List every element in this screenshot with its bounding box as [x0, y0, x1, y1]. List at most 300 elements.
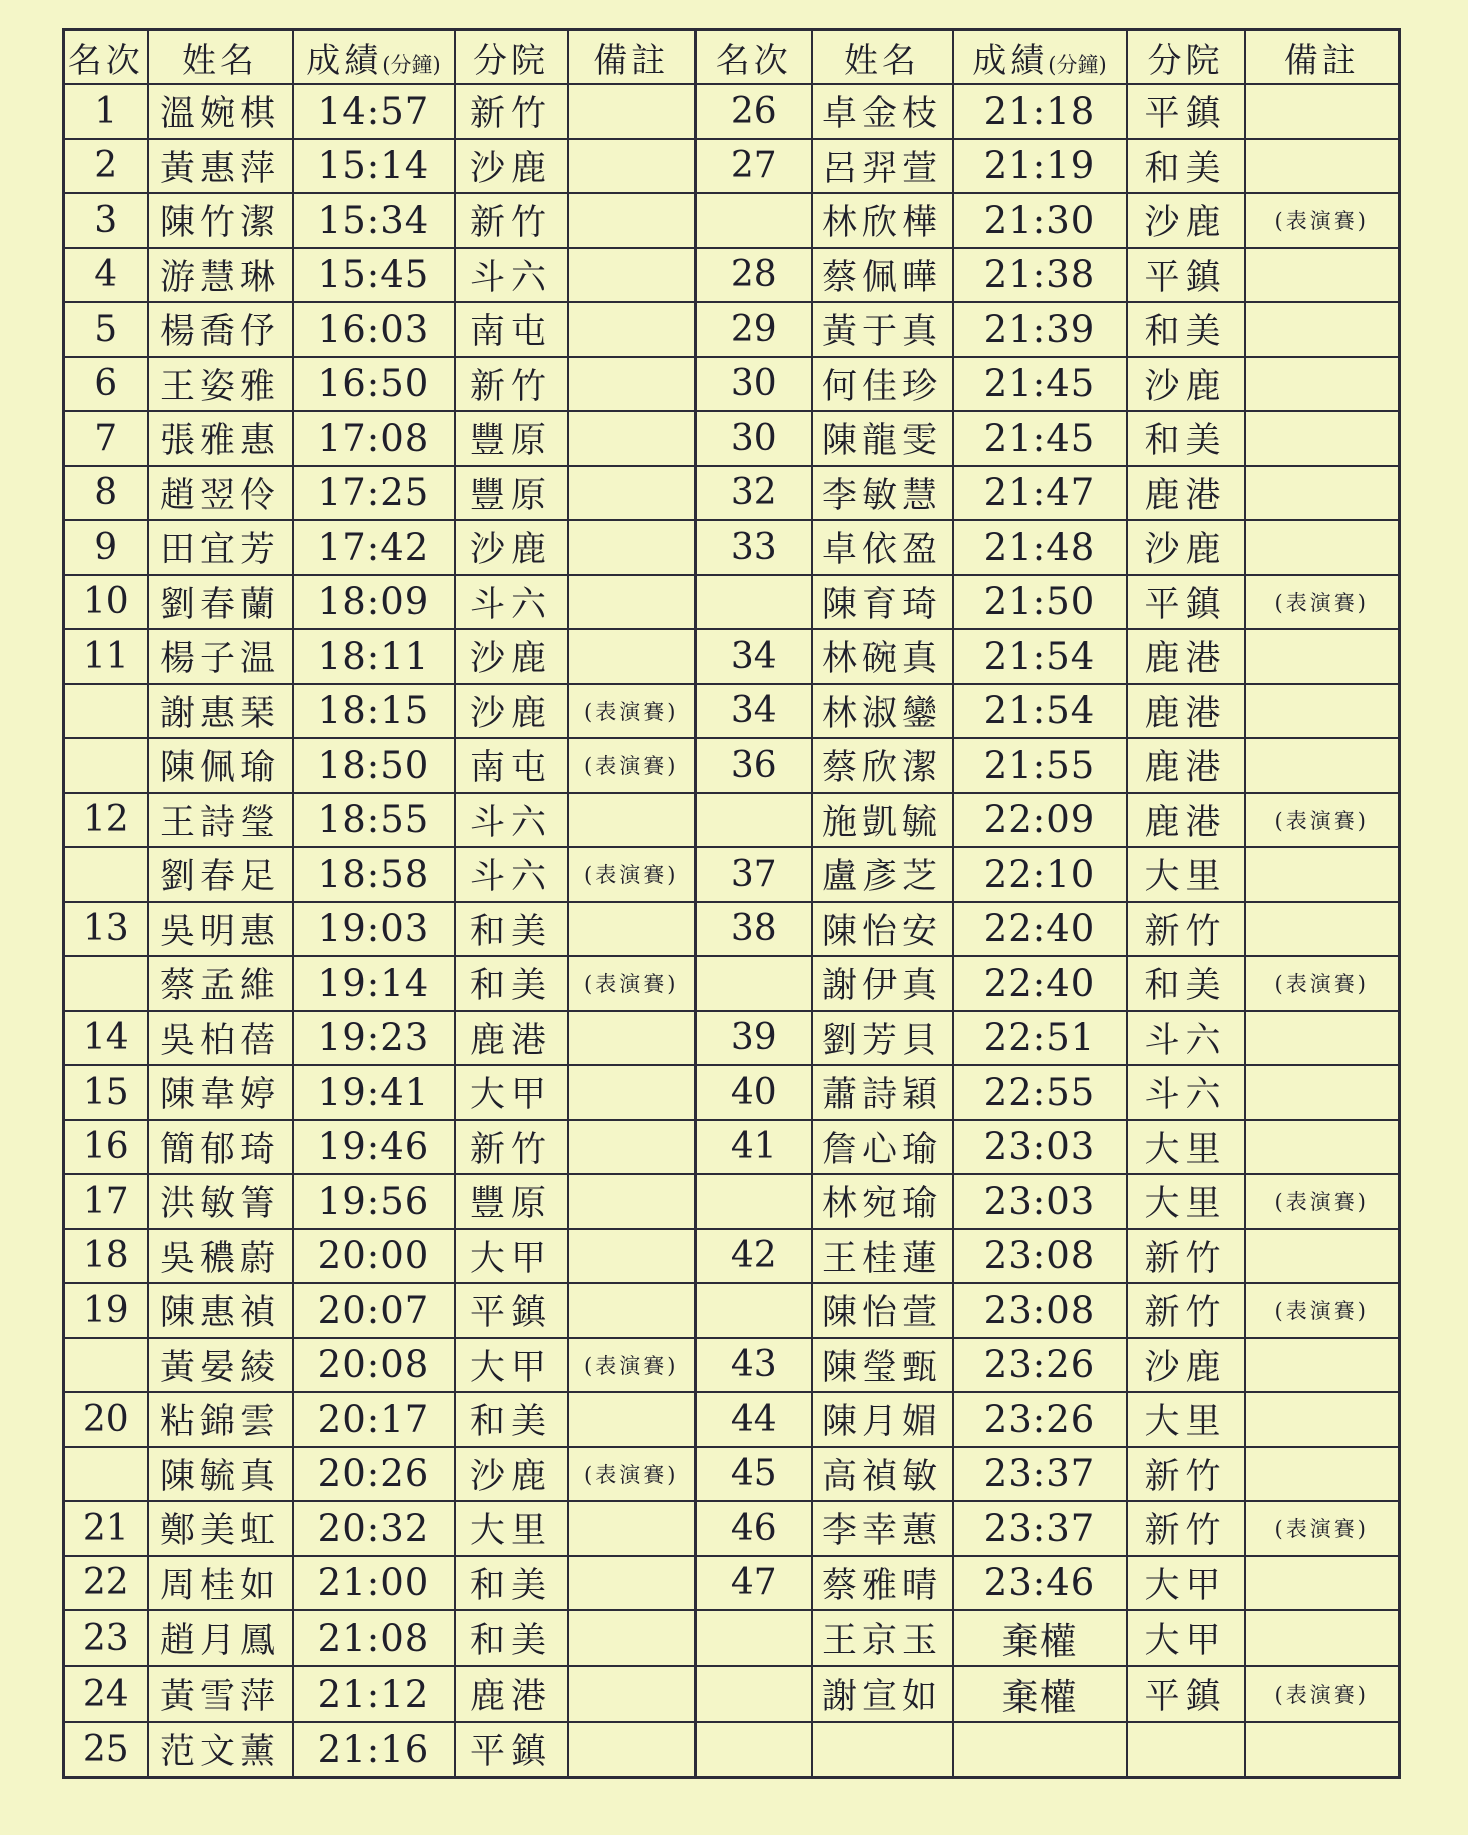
header-time-label: 成績 [972, 40, 1049, 81]
branch-cell: 新竹 [455, 357, 568, 412]
time-cell: 21:48 [953, 520, 1127, 575]
note-cell [1245, 248, 1400, 303]
name-cell: 游慧琳 [148, 248, 293, 303]
branch-cell: 平鎮 [1127, 1666, 1245, 1722]
rank-cell: 21 [64, 1501, 148, 1556]
name-cell: 王詩瑩 [148, 793, 293, 848]
time-cell: 棄權 [953, 1666, 1127, 1722]
note-cell [568, 1722, 696, 1777]
note-cell: (表演賽) [568, 1338, 696, 1393]
name-cell: 粘錦雲 [148, 1392, 293, 1447]
name-cell: 陳怡安 [812, 902, 953, 957]
name-cell: 趙翌伶 [148, 466, 293, 521]
note-cell [568, 411, 696, 466]
branch-cell: 平鎮 [1127, 575, 1245, 630]
branch-cell: 新竹 [1127, 1283, 1245, 1338]
branch-cell: 新竹 [455, 84, 568, 139]
table-row [64, 629, 1400, 684]
note-cell: (表演賽) [1245, 193, 1400, 248]
note-cell [568, 1556, 696, 1611]
name-cell: 施凱毓 [812, 793, 953, 848]
rank-cell: 17 [64, 1174, 148, 1229]
name-cell: 趙月鳳 [148, 1610, 293, 1666]
note-cell: (表演賽) [568, 1447, 696, 1502]
name-cell: 蔡欣潔 [812, 738, 953, 793]
table-row [64, 575, 1400, 630]
time-cell: 16:50 [293, 357, 455, 412]
name-cell: 蕭詩穎 [812, 1065, 953, 1120]
name-cell: 陳佩瑜 [148, 738, 293, 793]
note-cell [1245, 1722, 1400, 1777]
rank-cell [696, 1174, 812, 1229]
time-cell: 14:57 [293, 84, 455, 139]
time-cell: 20:26 [293, 1447, 455, 1502]
time-cell: 22:40 [953, 902, 1127, 957]
time-cell: 21:38 [953, 248, 1127, 303]
name-cell: 楊子温 [148, 629, 293, 684]
branch-cell: 南屯 [455, 302, 568, 357]
name-cell: 陳韋婷 [148, 1065, 293, 1120]
time-cell: 18:55 [293, 793, 455, 848]
branch-cell: 沙鹿 [1127, 357, 1245, 412]
branch-cell: 大里 [1127, 1120, 1245, 1175]
note-cell [1245, 357, 1400, 412]
branch-cell: 鹿港 [1127, 629, 1245, 684]
header-note-left: 備註 [568, 30, 696, 85]
header-name-left: 姓名 [148, 30, 293, 85]
note-cell [568, 1065, 696, 1120]
header-rank-left: 名次 [64, 30, 148, 85]
rank-cell: 20 [64, 1392, 148, 1447]
header-branch-left: 分院 [455, 30, 568, 85]
note-cell [1245, 1011, 1400, 1066]
note-cell [568, 520, 696, 575]
table-row [64, 411, 1400, 466]
note-cell [1245, 466, 1400, 521]
note-cell: (表演賽) [1245, 1666, 1400, 1722]
note-cell [568, 1392, 696, 1447]
note-cell: (表演賽) [1245, 1174, 1400, 1229]
name-cell: 劉春蘭 [148, 575, 293, 630]
time-cell [953, 1722, 1127, 1777]
branch-cell: 豐原 [455, 466, 568, 521]
rank-cell: 46 [696, 1501, 812, 1556]
note-cell [1245, 902, 1400, 957]
branch-cell: 沙鹿 [455, 629, 568, 684]
time-cell: 21:19 [953, 139, 1127, 194]
rank-cell: 40 [696, 1065, 812, 1120]
rank-cell [696, 193, 812, 248]
rank-cell: 16 [64, 1120, 148, 1175]
time-cell: 21:47 [953, 466, 1127, 521]
rank-cell [64, 956, 148, 1011]
rank-cell: 6 [64, 357, 148, 412]
branch-cell: 和美 [1127, 139, 1245, 194]
rank-cell: 8 [64, 466, 148, 521]
rank-cell: 9 [64, 520, 148, 575]
rank-cell: 36 [696, 738, 812, 793]
rank-cell: 22 [64, 1556, 148, 1611]
rank-cell: 27 [696, 139, 812, 194]
branch-cell: 和美 [1127, 411, 1245, 466]
name-cell: 簡郁琦 [148, 1120, 293, 1175]
branch-cell: 大甲 [1127, 1556, 1245, 1611]
branch-cell: 大里 [1127, 1392, 1245, 1447]
time-cell: 19:14 [293, 956, 455, 1011]
rank-cell: 38 [696, 902, 812, 957]
name-cell: 蔡佩曄 [812, 248, 953, 303]
table-row [64, 302, 1400, 357]
time-cell: 23:37 [953, 1501, 1127, 1556]
name-cell: 王姿雅 [148, 357, 293, 412]
name-cell: 范文薰 [148, 1722, 293, 1777]
time-cell: 16:03 [293, 302, 455, 357]
time-cell: 18:11 [293, 629, 455, 684]
note-cell [1245, 1338, 1400, 1393]
time-cell: 21:54 [953, 629, 1127, 684]
branch-cell: 鹿港 [455, 1011, 568, 1066]
note-cell [568, 357, 696, 412]
branch-cell: 大甲 [1127, 1610, 1245, 1666]
name-cell: 陳怡萱 [812, 1283, 953, 1338]
branch-cell: 平鎮 [1127, 248, 1245, 303]
name-cell: 陳育琦 [812, 575, 953, 630]
rank-cell: 25 [64, 1722, 148, 1777]
race-results-table [62, 28, 1401, 1779]
note-cell: (表演賽) [1245, 1501, 1400, 1556]
table-row [64, 902, 1400, 957]
table-row [64, 1722, 1400, 1777]
branch-cell: 新竹 [1127, 1447, 1245, 1502]
rank-cell: 30 [696, 357, 812, 412]
rank-cell [64, 1338, 148, 1393]
table-row [64, 847, 1400, 902]
branch-cell: 沙鹿 [455, 139, 568, 194]
table-row [64, 1283, 1400, 1338]
time-cell: 20:32 [293, 1501, 455, 1556]
header-row [64, 30, 1400, 85]
rank-cell: 23 [64, 1610, 148, 1666]
name-cell: 洪敏箐 [148, 1174, 293, 1229]
rank-cell: 7 [64, 411, 148, 466]
branch-cell: 和美 [1127, 302, 1245, 357]
name-cell: 鄭美虹 [148, 1501, 293, 1556]
name-cell: 陳毓真 [148, 1447, 293, 1502]
branch-cell: 沙鹿 [455, 520, 568, 575]
time-cell: 17:42 [293, 520, 455, 575]
time-cell: 20:08 [293, 1338, 455, 1393]
name-cell: 楊喬伃 [148, 302, 293, 357]
header-note-right: 備註 [1245, 30, 1400, 85]
time-cell: 棄權 [953, 1610, 1127, 1666]
table-row [64, 84, 1400, 139]
table-row [64, 1392, 1400, 1447]
header-time-right [953, 30, 1127, 85]
branch-cell: 鹿港 [455, 1666, 568, 1722]
time-cell: 23:37 [953, 1447, 1127, 1502]
branch-cell: 和美 [455, 956, 568, 1011]
rank-cell [64, 684, 148, 739]
rank-cell [696, 1722, 812, 1777]
branch-cell: 斗六 [1127, 1011, 1245, 1066]
name-cell: 陳月媚 [812, 1392, 953, 1447]
rank-cell: 26 [696, 84, 812, 139]
rank-cell: 12 [64, 793, 148, 848]
rank-cell: 3 [64, 193, 148, 248]
note-cell [1245, 1392, 1400, 1447]
name-cell: 何佳珍 [812, 357, 953, 412]
branch-cell: 和美 [455, 1556, 568, 1611]
rank-cell [696, 1283, 812, 1338]
branch-cell: 新竹 [1127, 1501, 1245, 1556]
note-cell [568, 1229, 696, 1284]
branch-cell: 沙鹿 [1127, 1338, 1245, 1393]
name-cell: 黃惠萍 [148, 139, 293, 194]
branch-cell [1127, 1722, 1245, 1777]
results-body [64, 84, 1400, 1777]
rank-cell: 45 [696, 1447, 812, 1502]
note-cell [1245, 84, 1400, 139]
time-cell: 22:55 [953, 1065, 1127, 1120]
branch-cell: 大里 [455, 1501, 568, 1556]
time-cell: 19:46 [293, 1120, 455, 1175]
rank-cell: 34 [696, 684, 812, 739]
note-cell [1245, 738, 1400, 793]
time-cell: 22:09 [953, 793, 1127, 848]
table-row [64, 466, 1400, 521]
note-cell: (表演賽) [1245, 575, 1400, 630]
time-cell: 21:45 [953, 411, 1127, 466]
name-cell: 詹心瑜 [812, 1120, 953, 1175]
rank-cell: 11 [64, 629, 148, 684]
header-time-unit: (分鐘) [1048, 52, 1107, 77]
branch-cell: 大甲 [455, 1229, 568, 1284]
note-cell [1245, 1447, 1400, 1502]
name-cell: 林淑鑾 [812, 684, 953, 739]
note-cell [568, 466, 696, 521]
rank-cell: 33 [696, 520, 812, 575]
branch-cell: 斗六 [455, 575, 568, 630]
branch-cell: 南屯 [455, 738, 568, 793]
time-cell: 23:03 [953, 1120, 1127, 1175]
rank-cell: 43 [696, 1338, 812, 1393]
note-cell [1245, 520, 1400, 575]
note-cell [568, 302, 696, 357]
branch-cell: 新竹 [1127, 902, 1245, 957]
time-cell: 15:14 [293, 139, 455, 194]
time-cell: 22:10 [953, 847, 1127, 902]
time-cell: 20:17 [293, 1392, 455, 1447]
header-time-unit: (分鐘) [382, 52, 441, 77]
time-cell: 22:40 [953, 956, 1127, 1011]
name-cell: 陳瑩甄 [812, 1338, 953, 1393]
time-cell: 18:50 [293, 738, 455, 793]
time-cell: 21:50 [953, 575, 1127, 630]
rank-cell: 30 [696, 411, 812, 466]
rank-cell: 2 [64, 139, 148, 194]
branch-cell: 鹿港 [1127, 738, 1245, 793]
header-time-left [293, 30, 455, 85]
note-cell [568, 84, 696, 139]
time-cell: 21:12 [293, 1666, 455, 1722]
table-row [64, 1447, 1400, 1502]
rank-cell: 34 [696, 629, 812, 684]
name-cell: 張雅惠 [148, 411, 293, 466]
note-cell [1245, 684, 1400, 739]
note-cell [568, 629, 696, 684]
rank-cell [696, 793, 812, 848]
note-cell [1245, 1610, 1400, 1666]
branch-cell: 和美 [455, 1392, 568, 1447]
rank-cell: 41 [696, 1120, 812, 1175]
rank-cell: 37 [696, 847, 812, 902]
time-cell: 23:08 [953, 1229, 1127, 1284]
name-cell: 溫婉棋 [148, 84, 293, 139]
rank-cell: 4 [64, 248, 148, 303]
time-cell: 23:26 [953, 1338, 1127, 1393]
time-cell: 18:58 [293, 847, 455, 902]
header-branch-right: 分院 [1127, 30, 1245, 85]
branch-cell: 沙鹿 [455, 1447, 568, 1502]
time-cell: 22:51 [953, 1011, 1127, 1066]
note-cell: (表演賽) [1245, 1283, 1400, 1338]
table-row [64, 1065, 1400, 1120]
name-cell: 盧彥芝 [812, 847, 953, 902]
note-cell [1245, 1556, 1400, 1611]
time-cell: 20:00 [293, 1229, 455, 1284]
branch-cell: 和美 [455, 902, 568, 957]
name-cell: 呂羿萱 [812, 139, 953, 194]
table-row [64, 1556, 1400, 1611]
time-cell: 21:30 [953, 193, 1127, 248]
rank-cell: 10 [64, 575, 148, 630]
time-cell: 21:18 [953, 84, 1127, 139]
note-cell [1245, 302, 1400, 357]
header-rank-right: 名次 [696, 30, 812, 85]
rank-cell [696, 1610, 812, 1666]
name-cell: 黃雪萍 [148, 1666, 293, 1722]
note-cell [1245, 411, 1400, 466]
name-cell: 劉芳貝 [812, 1011, 953, 1066]
rank-cell: 47 [696, 1556, 812, 1611]
name-cell: 陳竹潔 [148, 193, 293, 248]
note-cell [568, 902, 696, 957]
branch-cell: 斗六 [455, 847, 568, 902]
rank-cell: 32 [696, 466, 812, 521]
branch-cell: 和美 [455, 1610, 568, 1666]
note-cell [1245, 629, 1400, 684]
branch-cell: 平鎮 [1127, 84, 1245, 139]
rank-cell: 1 [64, 84, 148, 139]
rank-cell: 15 [64, 1065, 148, 1120]
note-cell [1245, 1120, 1400, 1175]
rank-cell: 14 [64, 1011, 148, 1066]
name-cell: 李幸蕙 [812, 1501, 953, 1556]
time-cell: 21:00 [293, 1556, 455, 1611]
note-cell [1245, 1229, 1400, 1284]
table-row [64, 193, 1400, 248]
note-cell [568, 1174, 696, 1229]
note-cell [568, 575, 696, 630]
table-row [64, 248, 1400, 303]
branch-cell: 大甲 [455, 1338, 568, 1393]
table-row [64, 1229, 1400, 1284]
branch-cell: 平鎮 [455, 1722, 568, 1777]
branch-cell: 鹿港 [1127, 466, 1245, 521]
time-cell: 15:45 [293, 248, 455, 303]
name-cell: 謝宣如 [812, 1666, 953, 1722]
rank-cell: 13 [64, 902, 148, 957]
name-cell: 黃晏綾 [148, 1338, 293, 1393]
branch-cell: 豐原 [455, 1174, 568, 1229]
time-cell: 19:56 [293, 1174, 455, 1229]
table-row [64, 1120, 1400, 1175]
name-cell: 李敏慧 [812, 466, 953, 521]
rank-cell [696, 575, 812, 630]
note-cell [568, 193, 696, 248]
branch-cell: 鹿港 [1127, 684, 1245, 739]
rank-cell: 44 [696, 1392, 812, 1447]
branch-cell: 沙鹿 [1127, 520, 1245, 575]
time-cell: 19:03 [293, 902, 455, 957]
table-row [64, 520, 1400, 575]
branch-cell: 斗六 [1127, 1065, 1245, 1120]
table-row [64, 956, 1400, 1011]
name-cell: 王京玉 [812, 1610, 953, 1666]
name-cell: 黃于真 [812, 302, 953, 357]
time-cell: 21:39 [953, 302, 1127, 357]
name-cell: 蔡雅晴 [812, 1556, 953, 1611]
rank-cell [64, 847, 148, 902]
rank-cell: 28 [696, 248, 812, 303]
note-cell: (表演賽) [1245, 793, 1400, 848]
header-time-label: 成績 [306, 40, 383, 81]
name-cell: 周桂如 [148, 1556, 293, 1611]
name-cell [812, 1722, 953, 1777]
name-cell: 劉春足 [148, 847, 293, 902]
note-cell: (表演賽) [568, 738, 696, 793]
name-cell: 王桂蓮 [812, 1229, 953, 1284]
branch-cell: 斗六 [455, 793, 568, 848]
name-cell: 林碗真 [812, 629, 953, 684]
rank-cell [64, 738, 148, 793]
rank-cell: 19 [64, 1283, 148, 1338]
branch-cell: 大里 [1127, 847, 1245, 902]
rank-cell: 5 [64, 302, 148, 357]
time-cell: 17:08 [293, 411, 455, 466]
branch-cell: 和美 [1127, 956, 1245, 1011]
note-cell [568, 1610, 696, 1666]
table-row [64, 1610, 1400, 1666]
note-cell: (表演賽) [568, 847, 696, 902]
note-cell [568, 1501, 696, 1556]
name-cell: 田宜芳 [148, 520, 293, 575]
rank-cell: 18 [64, 1229, 148, 1284]
note-cell [1245, 847, 1400, 902]
time-cell: 18:15 [293, 684, 455, 739]
time-cell: 23:26 [953, 1392, 1127, 1447]
table-row [64, 738, 1400, 793]
table-row [64, 1338, 1400, 1393]
note-cell: (表演賽) [1245, 956, 1400, 1011]
table-row [64, 1011, 1400, 1066]
table-row [64, 684, 1400, 739]
name-cell: 謝伊真 [812, 956, 953, 1011]
time-cell: 21:16 [293, 1722, 455, 1777]
time-cell: 23:46 [953, 1556, 1127, 1611]
branch-cell: 鹿港 [1127, 793, 1245, 848]
header-name-right: 姓名 [812, 30, 953, 85]
